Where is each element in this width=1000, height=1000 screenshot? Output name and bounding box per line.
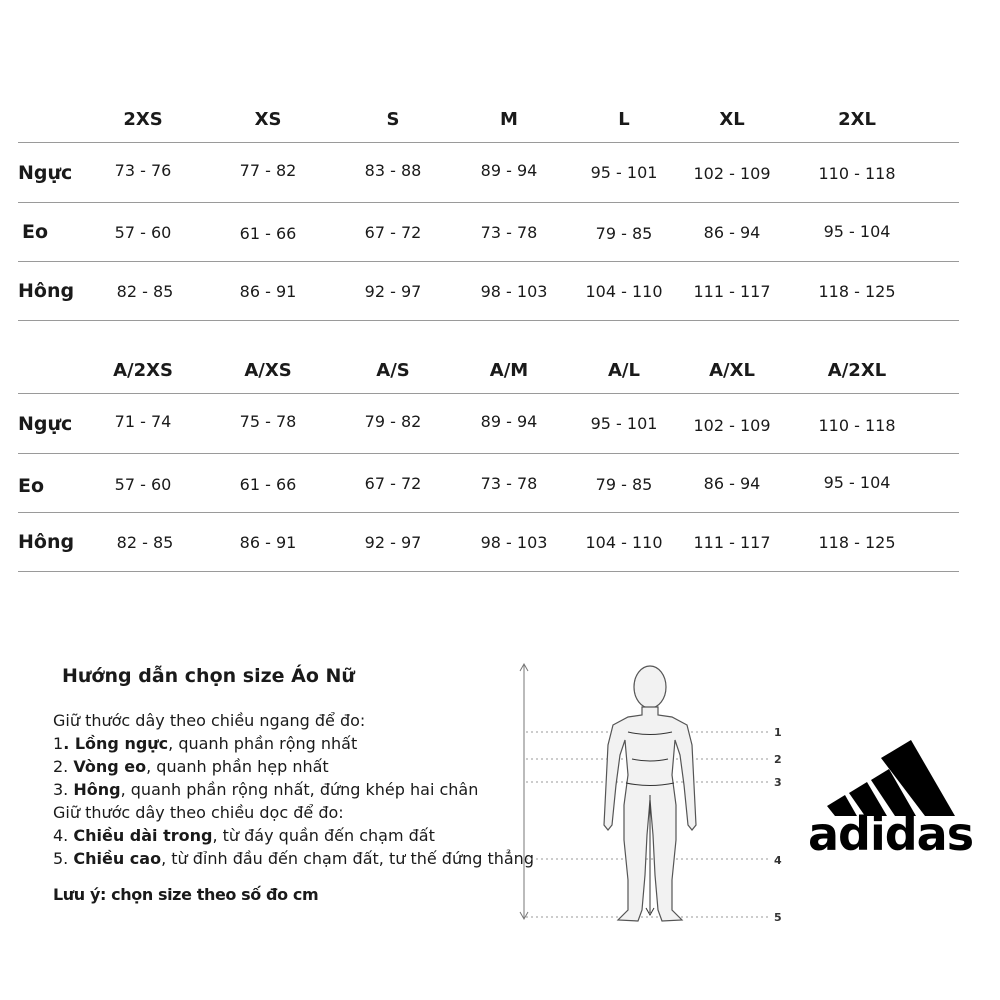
table-cell: 102 - 109 <box>693 416 771 435</box>
table-cell: 67 - 72 <box>364 223 422 242</box>
row-label-chest: Ngực <box>18 413 73 435</box>
table-cell: 89 - 94 <box>480 161 538 180</box>
table-divider <box>18 320 959 321</box>
table-cell: 110 - 118 <box>818 416 896 435</box>
adidas-logo-icon <box>805 740 977 855</box>
size-header: L <box>618 109 630 130</box>
table-divider <box>18 453 959 454</box>
table-cell: 61 - 66 <box>239 475 297 494</box>
table-cell: 77 - 82 <box>239 161 297 180</box>
table-cell: 86 - 94 <box>703 223 761 242</box>
table-cell: 110 - 118 <box>818 164 896 183</box>
table-cell: 79 - 85 <box>595 475 653 494</box>
guide-line: Giữ thước dây theo chiều dọc để đo: <box>53 803 344 822</box>
table-cell: 79 - 85 <box>595 224 653 243</box>
table-cell: 95 - 104 <box>823 473 891 492</box>
row-label-hip: Hông <box>18 280 75 302</box>
table-cell: 57 - 60 <box>114 223 172 242</box>
table-cell: 86 - 91 <box>239 533 297 552</box>
guide-line: 1. Lồng ngực, quanh phần rộng nhất <box>53 734 358 753</box>
table-cell: 86 - 94 <box>703 474 761 493</box>
table-cell: 98 - 103 <box>480 282 548 301</box>
size-header: A/2XL <box>827 360 887 381</box>
table-cell: 98 - 103 <box>480 533 548 552</box>
guide-line: 2. Vòng eo, quanh phần hẹp nhất <box>53 757 329 776</box>
size-header: A/XS <box>244 360 292 381</box>
table-cell: 79 - 82 <box>364 412 422 431</box>
table-cell: 92 - 97 <box>364 533 422 552</box>
table-cell: 89 - 94 <box>480 412 538 431</box>
table-divider <box>18 393 959 394</box>
table-cell: 57 - 60 <box>114 475 172 494</box>
guide-title: Hướng dẫn chọn size Áo Nữ <box>62 665 355 687</box>
table-cell: 111 - 117 <box>693 282 771 301</box>
table-cell: 118 - 125 <box>818 282 896 301</box>
row-label-waist: Eo <box>18 475 45 497</box>
size-header: 2XL <box>838 109 876 130</box>
size-note: Lưu ý: chọn size theo số đo cm <box>53 885 319 904</box>
guide-line: 5. Chiều cao, từ đỉnh đầu đến chạm đất, tư thế đứng thẳng <box>53 849 534 868</box>
size-header: XS <box>254 109 282 130</box>
table-cell: 92 - 97 <box>364 282 422 301</box>
mark-label: 1 <box>774 726 782 739</box>
mark-label: 5 <box>774 911 782 924</box>
size-header: S <box>386 109 400 130</box>
row-label-waist: Eo <box>22 221 49 243</box>
size-header: A/M <box>489 360 529 381</box>
body-measurement-figure <box>500 655 800 935</box>
size-header: 2XS <box>123 109 163 130</box>
size-header: A/XL <box>709 360 755 381</box>
table-cell: 71 - 74 <box>114 412 172 431</box>
table-divider <box>18 512 959 513</box>
row-label-chest: Ngực <box>18 162 73 184</box>
table-cell: 102 - 109 <box>693 164 771 183</box>
table-cell: 83 - 88 <box>364 161 422 180</box>
table-cell: 104 - 110 <box>585 533 663 552</box>
table-cell: 82 - 85 <box>116 282 174 301</box>
row-label-hip: Hông <box>18 531 75 553</box>
mark-label: 2 <box>774 753 782 766</box>
table-cell: 104 - 110 <box>585 282 663 301</box>
table-cell: 82 - 85 <box>116 533 174 552</box>
size-header: A/2XS <box>113 360 173 381</box>
table-cell: 86 - 91 <box>239 282 297 301</box>
size-header: M <box>500 109 518 130</box>
logo-wordmark: adidas <box>808 807 974 855</box>
table-divider <box>18 202 959 203</box>
table-cell: 118 - 125 <box>818 533 896 552</box>
table-cell: 111 - 117 <box>693 533 771 552</box>
table-cell: 73 - 76 <box>114 161 172 180</box>
table-cell: 75 - 78 <box>239 412 297 431</box>
guide-line: 3. Hông, quanh phần rộng nhất, đứng khép hai chân <box>53 780 479 799</box>
mark-label: 3 <box>774 776 782 789</box>
table-cell: 73 - 78 <box>480 223 538 242</box>
table-cell: 95 - 104 <box>823 222 891 241</box>
table-divider <box>18 142 959 143</box>
table-divider <box>18 571 959 572</box>
size-header: A/L <box>608 360 640 381</box>
size-header: XL <box>719 109 745 130</box>
table-cell: 95 - 101 <box>590 414 658 433</box>
guide-line: Giữ thước dây theo chiều ngang để đo: <box>53 711 366 730</box>
guide-line: 4. Chiều dài trong, từ đáy quần đến chạm đất <box>53 826 435 845</box>
table-cell: 73 - 78 <box>480 474 538 493</box>
table-divider <box>18 261 959 262</box>
size-header: A/S <box>376 360 410 381</box>
mark-label: 4 <box>774 854 782 867</box>
table-cell: 61 - 66 <box>239 224 297 243</box>
table-cell: 67 - 72 <box>364 474 422 493</box>
guide-instructions <box>53 709 534 870</box>
table-cell: 95 - 101 <box>590 163 658 182</box>
